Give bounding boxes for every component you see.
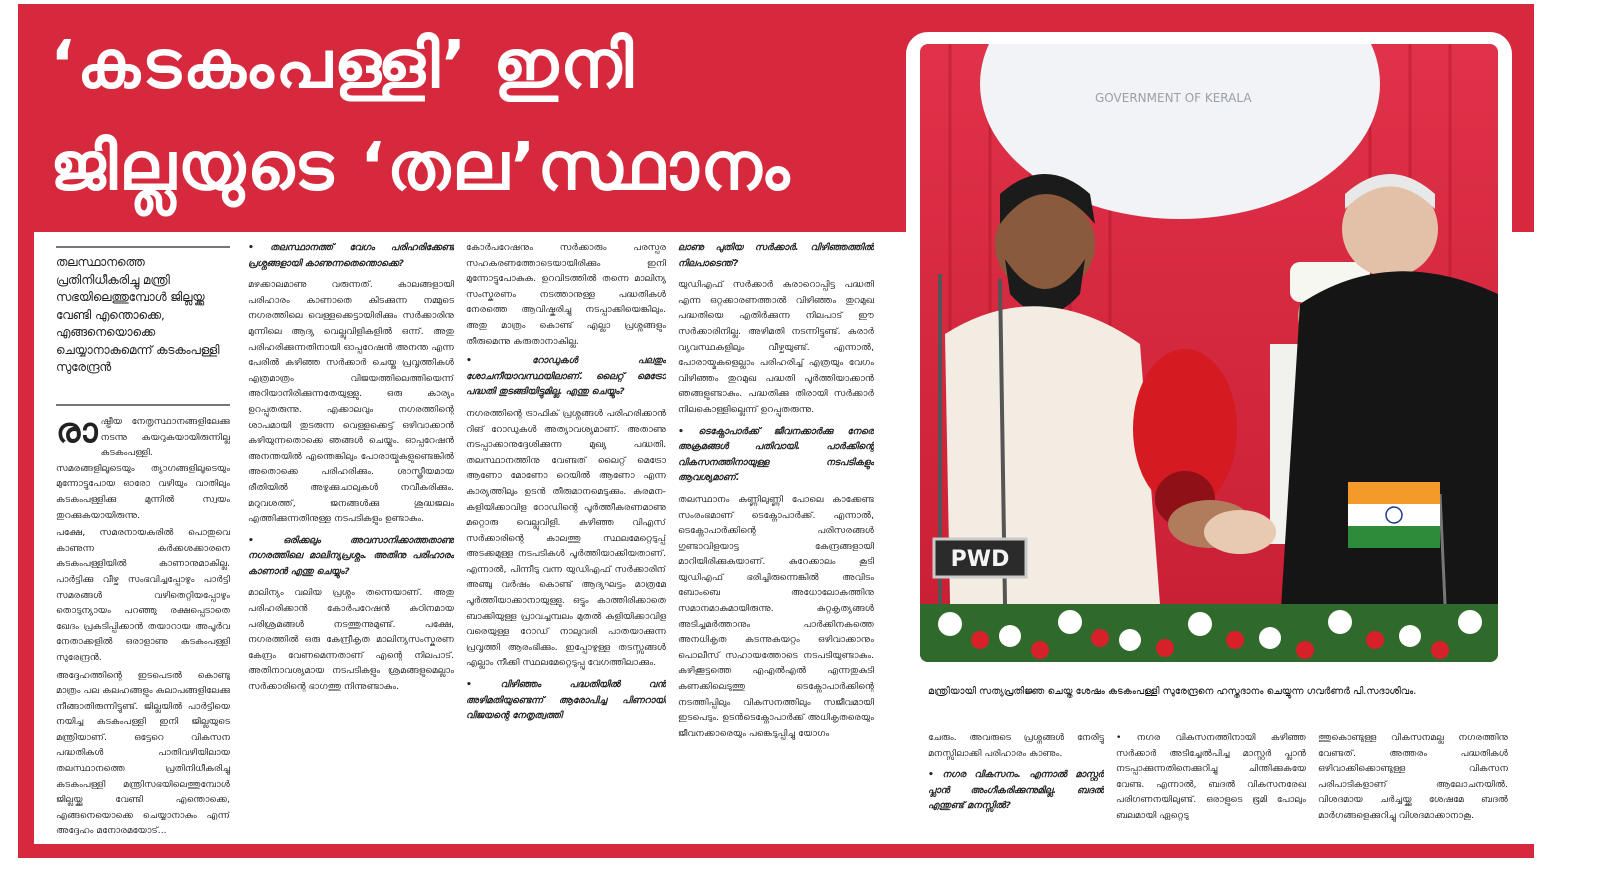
column-1-para-3: അദ്ദേഹത്തിന്റെ ഇടപെടൽ കൊണ്ടു മാത്രം പല കലഹങ്ങളും കലാപങ്ങളിലേക്കു നീങ്ങാതിരുന്നിട്ടുണ്ട്. ജില്ലയിൽ പാർട്ടിയെ നയിച്ച കടകംപള്ളി ഇനി ജില്ലയുടെ മന്ത്രിയാണ്. ഒട്ടേറെ വികസന പദ്ധതികൾ പാതിവഴിയിലായ തലസ്ഥാനത്തെ പ്രതിനിധീകരിച്ചു കടകംപള്ളി മന്ത്രിസഭയിലെത്തുമ്പോൾ ജില്ലയ്ക്കു വേണ്ടി എന്തൊക്കെ, എങ്ങനെയൊക്കെ ചെയ്യാനാകും എന്ന് അദ്ദേഹം മനോരമയോട്... [56, 669, 230, 836]
indian-flag [1348, 482, 1440, 548]
photo-caption: മന്ത്രിയായി സത്യപ്രതിജ്ഞ ചെയ്ത ശേഷം കടകംപള്ളി സുരേന്ദ്രനെ ഹസ്തദാനം ചെയ്യുന്ന ഗവർണർ പി.സദാശിവം. [928, 686, 1417, 697]
answer-5: തലസ്ഥാനം കണ്ണിലുണ്ണി പോലെ കാക്കേണ്ട സംരംഭമാണ് ടെക്നോപാർക്ക്. എന്നാൽ, ടെക്നോപാർക്കിന്റെ പരിസരങ്ങൾ ഗുണ്ടാവിളയാട്ട കേന്ദ്രങ്ങളായി മാറിയിരിക്കുകയാണ്. കുറേക്കാലം കൂടി യുഡിഎഫ് ഭരിച്ചിരുന്നെങ്കിൽ അവിടം ബോംബെ അധോലോകത്തിനു സമാനമാകുമായിരുന്നു. കുറ്റകൃത്യങ്ങൾ അടിച്ചമർത്താനും പാർക്കിനകത്തെ അനധികൃത കടന്നുകയറ്റം ഒഴിവാക്കാനും പൊലീസ് സഹായത്തോടെ നടപടിയുണ്ടാകും. കഴിക്കൂട്ടത്തെ എഎൽഎൽ എന്നതുകുടി കണക്കിലെടുത്തു ടെക്നോപാർക്കിന്റെ നടത്തിപ്പിലും വികസനത്തിലും സജീവമായി ഇടപെടും. ഉടൻടെക്നോപാർക്ക് അധികൃതരെയും ജീവനക്കാരെയും പങ്കെടുപ്പിച്ചു യോഗം [678, 493, 874, 739]
question-2: • ഒരിക്കലും അവസാനിക്കാത്തതാണു നഗരത്തിലെ മാലിന്യപ്രശ്നം. അതിനു പരിഹാരം കാണാൻ എന്തു ചെയ്യും? [248, 534, 454, 577]
question-3: • റോഡുകൾ പലതും ശോചനീയാവസ്ഥയിലാണ്. ലൈറ്റ് മെട്രോ പദ്ധതി തുടങ്ങിയിട്ടുമില്ല. എന്തു ചെയ്യും? [466, 355, 666, 398]
column-3 [466, 240, 666, 836]
answer-1: മഴക്കാലമാണു വരുന്നത്. കാലങ്ങളായി പരിഹാരം കാണാതെ കിടക്കുന്ന നമ്മുടെ നഗരത്തിലെ വെള്ളക്കെട്ടായിരിക്കും സർക്കാരിനു മുന്നിലെ ആദ്യ വെല്ലുവിളികളിൽ ഒന്ന്. അതു പരിഹരിക്കുന്നതിനായി ഓപ്പറേഷൻ അനന്ത എന്ന പേരിൽ കഴിഞ്ഞ സർക്കാർ ചെയ്ത പ്രവൃത്തികൾ എത്രമാത്രം വിജയത്തിലെത്തിയെന്ന് അറിയാനിരിക്കുന്നതേയുള്ളു. ഒരു കാര്യം ഉറപ്പുതരുന്നു. എക്കാലവും നഗരത്തിന്റെ ശാപമായി തുടരുന്ന വെള്ളക്കെട്ട് ഒഴിവാക്കാൻ കഴിയുന്നതൊക്കെ ഞങ്ങൾ ചെയ്യും. ഓപ്പറേഷൻ അനന്തയിൽ എന്തെങ്കിലും പോരായ്മകളുണ്ടെങ്കിൽ അതൊക്കെ പരിഹരിക്കും. ശാസ്ത്രീയമായ രീതിയിൽ അഴുക്കുചാലുകൾ നവീകരിക്കും. മറുവശത്ത്, ജനങ്ങൾക്കു ശുദ്ധജലം എത്തിക്കുന്നതിനുള്ള നടപടികളും ഉണ്ടാകും. [248, 279, 454, 525]
answer-4: യുഡിഎഫ് സർക്കാർ കരാറൊപ്പിട്ട പദ്ധതി എന്ന ഒറ്റക്കാരണത്താൽ വിഴിഞ്ഞം തുറമുഖ പദ്ധതിയെ എതിർക്കുന്ന നിലപാട് ഈ സർക്കാരിനില്ല. അഴിമതി നടന്നിട്ടുണ്ട്. കരാർ വ്യവസ്ഥകളിലും വീഴ്ചയുണ്ട്. എന്നാൽ, പോരായ്മകളെല്ലാം പരിഹരിച്ച് എത്രയും വേഗം വിഴിഞ്ഞം തുറമുഖ പദ്ധതി പൂർത്തിയാക്കാൻ ഞങ്ങളുണ്ടാകും. പദ്ധതിക്കു തിരായി സർക്കാർ നിലകൊള്ളില്ലെന്ന് ഉറപ്പുതരുന്നു. [678, 279, 874, 415]
question-5: • ടെക്നോപാർക്ക് ജീവനക്കാർക്കു നേരെ അക്രമങ്ങൾ പതിവായി. പാർക്കിന്റെ വികസനത്തിനായുള്ള നടപടികളും ആവശ്യമാണ്. [678, 425, 874, 484]
swearing-in-photo [920, 44, 1498, 662]
column-1-para-1: ഷ്ട്രീയ നേതൃസ്ഥാനങ്ങളിലേക്കു നടന്നു കയറുകയായിരുന്നില്ല കടകംപള്ളി. സമരങ്ങളിലൂടെയും ത്യാഗങ്ങളിലൂടെയും മുന്നോട്ടുപോയ ഓരോ വഴിയും വാതിലും കടകംപള്ളിക്കു മുന്നിൽ സ്വയം തുറക്കുകയായിരുന്നു. [56, 416, 230, 521]
headline-line-1: ‘കടകംപള്ളി’ ഇനി [50, 26, 636, 103]
question-1: • തലസ്ഥാനത്ത് വേഗം പരിഹരിക്കേണ്ട പ്രശ്നങ്ങളായി കാണുന്നതെന്തൊക്കെ? [248, 242, 454, 269]
column-1 [56, 414, 230, 836]
headline-line-2: ജില്ലയുടെ ‘തല’സ്ഥാനം [50, 128, 792, 205]
answer-2-cont: കോർപറേഷനും സർക്കാരും പരസ്പര സഹകരണത്തോടെയായിരിക്കും ഇനി മുന്നോട്ടുപോകുക. ഉറവിടത്തിൽ തന്നെ മാലിന്യ സംസ്കരണം നടത്താനുള്ള പദ്ധതികൾ നേരത്തെ ആവിഷ്കരിച്ചു നടപ്പാക്കിയെങ്കിലും. അതു മാത്രം കൊണ്ട് എല്ലാ പ്രശ്നങ്ങളും തീരുമെന്നു കരുതാനാകില്ല. [466, 242, 666, 347]
column-2 [248, 240, 454, 836]
podium-label: PWD [950, 547, 1010, 572]
intro-deck: തലസ്ഥാനത്തെ പ്രതിനിധീകരിച്ചു മന്ത്രി സഭയിലെത്തുമ്പോൾ ജില്ലയ്ക്കു വേണ്ടി എന്തൊക്കെ, എങ്ങനെയൊക്കെ ചെയ്യാനാകുമെന്ന് കടകംപള്ളി സുരേന്ദ്രൻ [56, 255, 220, 374]
dropcap: രാ [56, 414, 98, 451]
answer-5-cont: ചേരും. അവരുടെ പ്രശ്നങ്ങൾ നേരിട്ടു മനസ്സിലാക്കി പരിഹാരം കാണും. [928, 732, 1104, 759]
top-rule [18, 0, 1534, 4]
column-7 [1318, 730, 1508, 836]
question-4: • വിഴിഞ്ഞം പദ്ധതിയിൽ വൻ അഴിമതിയുണ്ടെന്ന് ആരോപിച്ച പിണറായി വിജയന്റെ നേതൃത്വത്തി [466, 679, 666, 722]
column-4 [678, 240, 874, 836]
answer-6-cont: ത്തുകൊണ്ടുള്ള വികസനമല്ല നഗരത്തിനു വേണ്ടത്. അത്തരം പദ്ധതികൾ ഒഴിവാക്കിക്കൊണ്ടുള്ള വികസന പരിപാടികളാണ് ആലോചനയിൽ. വിശദമായ ചർച്ചയ്ക്കു ശേഷമേ ബദൽ മാർഗങ്ങളെക്കുറിച്ചു വിശദമാക്കാനാകൂ. [1318, 732, 1508, 821]
emblem-text: GOVERNMENT OF KERALA [1095, 91, 1252, 105]
answer-2: മാലിന്യം വലിയ പ്രശ്നം തന്നെയാണ്. അതു പരിഹരിക്കാൻ കോർപറേഷൻ കഠിനമായ പരിശ്രമങ്ങൾ നടത്തുന്നുമുണ്ട്. പക്ഷേ, നഗരത്തിൽ ഒരു കേന്ദ്രീകൃത മാലിന്യസംസ്കരണ കേന്ദ്രം വേണമെന്നതാണ് എന്റെ നിലപാട്. അതിനാവശ്യമായ നടപടികളും ശ്രമങ്ങളുമെല്ലാം സർക്കാരിന്റെ ഭാഗത്തു നിന്നുണ്ടാകും. [248, 587, 454, 693]
column-1-para-2: പക്ഷേ, സമരനായകരിൽ പൊതുവെ കാണുന്ന കർക്കശക്കാരനെ കടകംപള്ളിയിൽ കാണാനുമാകില്ല. പാർട്ടിക്കു വീഴ്ച സംഭവിച്ചപ്പോഴും പാർട്ടി സമരങ്ങൾ വഴിതെറ്റിയപ്പോഴും തൊടുന്യായം പറഞ്ഞു രക്ഷപ്പെടാതെ ഖേദം പ്രകടിപ്പിക്കാൻ തയാറായ അപൂർവ നേതാക്കളിൽ ഒരാളാണു കടകംപള്ളി സുരേന്ദ്രൻ. [56, 527, 230, 663]
intro-rule-bottom [56, 404, 230, 406]
answer-3: നഗരത്തിന്റെ ട്രാഫിക് പ്രശ്നങ്ങൾ പരിഹരിക്കാൻ റിങ് റോഡുകൾ അത്യാവശ്യമാണ്. അതാണു നടപ്പാക്കാനുദ്ദേശിക്കുന്ന മുഖ്യ പദ്ധതി. തലസ്ഥാനത്തിനു വേണ്ടത് ലൈറ്റ് മെട്രോ ആണോ മോണോ റെയിൽ ആണോ എന്ന കാര്യത്തിലും ഉടൻ തീരുമാനമെടുക്കും. കരമന-കളിയിക്കാവിള റോഡിന്റെ പൂർത്തീകരണമാണു മറ്റൊരു വെല്ലുവിളി. കഴിഞ്ഞ വിഎസ് സർക്കാരിന്റെ കാലത്തു സ്ഥലമേറ്റെടുപ്പ് അടക്കമുള്ള നടപടികൾ പൂർത്തിയാക്കിയതാണ്. എന്നാൽ, പിന്നീടു വന്ന യുഡിഎഫ് സർക്കാരിന് അഞ്ചു വർഷം കൊണ്ട് ആദ്യഘട്ടം മാത്രമേ പൂർത്തിയാക്കാനായുള്ളു. ഒട്ടും കാത്തിരിക്കാതെ ബാക്കിയുള്ള പ്രാവച്ചമ്പലം മുതൽ കളിയിക്കാവിള വരെയുള്ള റോഡ് നാലുവരി പാതയാക്കുന്ന പ്രവൃത്തി ആരംഭിക്കും. ഇപ്പോഴുള്ള തടസ്സങ്ങൾ എല്ലാം നീക്കി സ്ഥലമേറ്റെടുപ്പു വേഗത്തിലാക്കും. [466, 407, 666, 669]
intro-rule-top [56, 246, 230, 248]
column-6 [1116, 730, 1306, 836]
headline [50, 14, 910, 218]
question-4-cont: ലാണു പുതിയ സർക്കാർ. വിഴിഞ്ഞത്തിൽ നിലപാടെന്ത്? [678, 242, 874, 269]
answer-6: • നഗര വികസനത്തിനായി കഴിഞ്ഞ സർക്കാർ അടിച്ചേൽപിച്ച മാസ്റ്റർ പ്ലാൻ നടപ്പാക്കുന്നതിനെക്കുറിച്ചു ചിന്തിക്കുകയേ വേണ്ട. എന്നാൽ, ബദൽ വികസനരേഖ പരിഗണനയിലുണ്ട്. ഒരാളുടെ ഭൂമി പോലും ബലമായി ഏറ്റെടു [1116, 732, 1306, 821]
question-6: • നഗര വികസനം. എന്നാൽ മാസ്റ്റർ പ്ലാൻ അംഗീകരിക്കുന്നുമില്ല. ബദൽ എന്തുണ്ട് മനസ്സിൽ? [928, 769, 1104, 812]
column-5 [928, 730, 1104, 836]
